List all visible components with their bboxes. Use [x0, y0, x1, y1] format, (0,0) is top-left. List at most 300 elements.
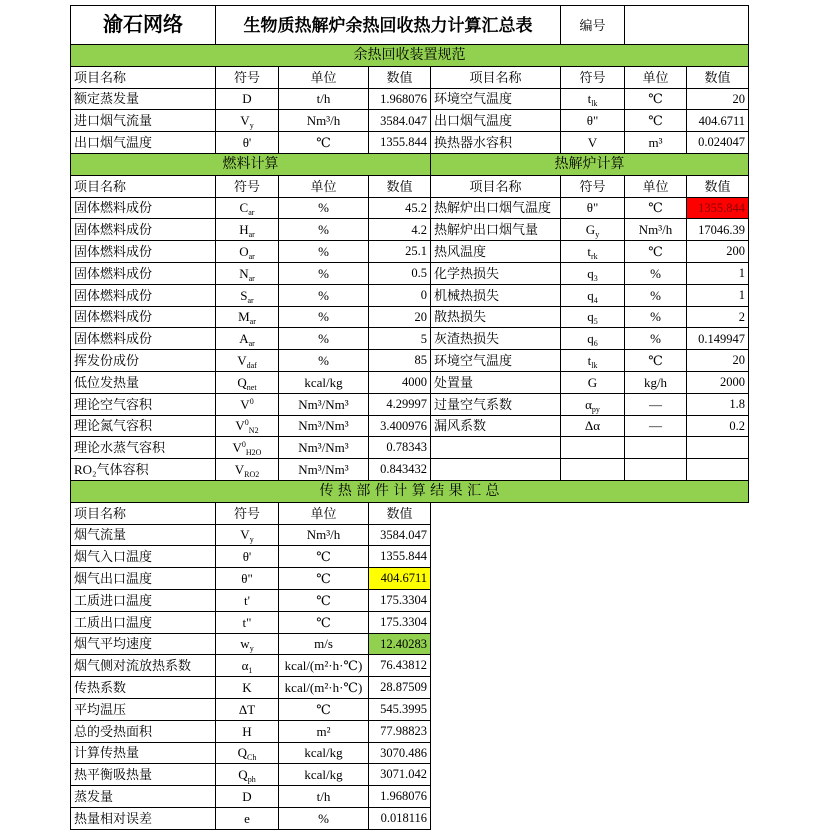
symbol-cell	[216, 525, 279, 547]
item-unit: ℃	[625, 198, 687, 220]
symbol-subscript: rk	[590, 252, 598, 262]
symbol	[587, 287, 598, 305]
col-header-name: 项目名称	[431, 176, 561, 198]
symbol-subscript: RO2	[244, 470, 260, 480]
symbol-cell	[216, 786, 279, 808]
symbol-base: V	[237, 353, 247, 369]
item-unit: ℃	[279, 612, 369, 634]
item-value: 404.6711	[687, 110, 749, 132]
item-value: 0	[369, 285, 431, 307]
symbol-cell	[561, 241, 625, 263]
item-value: 2	[687, 307, 749, 329]
symbol	[588, 136, 597, 149]
symbol-superscript: 0	[241, 440, 246, 450]
symbol	[240, 398, 253, 411]
item-name: 机械热损失	[431, 285, 561, 307]
symbol-base: α	[241, 658, 249, 674]
symbol-subscript: ar	[249, 317, 256, 327]
symbol	[239, 244, 255, 262]
symbol-superscript: 0	[249, 396, 254, 406]
item-name: 处置量	[431, 372, 561, 394]
item-value: 3584.047	[369, 525, 431, 547]
symbol	[587, 244, 598, 262]
item-unit: ℃	[625, 89, 687, 111]
symbol	[243, 616, 252, 629]
item-name: 工质出口温度	[71, 612, 216, 634]
symbol-cell	[561, 132, 625, 154]
blank-area	[431, 503, 749, 525]
symbol-base: t	[587, 91, 592, 107]
symbol-base: C	[239, 200, 249, 216]
item-value: 1	[687, 285, 749, 307]
symbol-base: V	[234, 462, 245, 478]
symbol-cell	[216, 110, 279, 132]
brand-name: 渝石网络	[71, 6, 216, 45]
symbol-subscript: y	[249, 121, 254, 131]
item-unit: ℃	[279, 132, 369, 154]
symbol-base: θ'	[242, 135, 252, 151]
item-value: 20	[687, 350, 749, 372]
item-unit: %	[279, 328, 369, 350]
item-name: 环境空气温度	[431, 89, 561, 111]
symbol	[244, 594, 250, 607]
symbol-cell	[561, 285, 625, 307]
item-name: 低位发热量	[71, 372, 216, 394]
symbol-subscript: 4	[593, 295, 598, 305]
item-name: 换热器水容积	[431, 132, 561, 154]
item-unit: Nm³/h	[625, 219, 687, 241]
item-name: 环境空气温度	[431, 350, 561, 372]
item-unit: ℃	[279, 568, 369, 590]
item-name: 理论水蒸气容积	[71, 437, 216, 459]
symbol-base: V	[235, 418, 245, 434]
blank-area	[431, 786, 749, 808]
item-unit: m²	[279, 721, 369, 743]
symbol-base: D	[242, 788, 252, 804]
item-name: 固体燃料成份	[71, 219, 216, 241]
section-header-device-specs: 余热回收装置规范	[71, 45, 749, 67]
symbol-base: H	[239, 222, 249, 238]
item-unit: %	[279, 241, 369, 263]
symbol-cell	[216, 372, 279, 394]
symbol-subscript: ar	[248, 252, 255, 262]
symbol-base: A	[239, 331, 249, 347]
number-value-cell	[625, 6, 749, 45]
symbol-subscript: ar	[248, 339, 255, 349]
item-name: 散热损失	[431, 307, 561, 329]
symbol	[239, 222, 255, 240]
item-unit: kcal/kg	[279, 372, 369, 394]
symbol-cell	[561, 416, 625, 438]
symbol-cell	[216, 764, 279, 786]
col-header-name: 项目名称	[71, 176, 216, 198]
col-header-value: 数值	[369, 67, 431, 89]
col-header-unit: 单位	[625, 67, 687, 89]
symbol-base: θ"	[586, 200, 599, 216]
symbol-cell	[216, 721, 279, 743]
symbol	[238, 309, 256, 327]
col-header-value: 数值	[369, 176, 431, 198]
symbol	[242, 725, 251, 738]
col-header-symbol: 符号	[216, 67, 279, 89]
symbol-base: q	[587, 331, 594, 347]
blank-area	[431, 546, 749, 568]
item-name: 固体燃料成份	[71, 241, 216, 263]
item-name: 热解炉出口烟气温度	[431, 198, 561, 220]
symbol-base: t"	[242, 614, 252, 630]
symbol	[242, 681, 251, 694]
symbol-base: D	[242, 91, 252, 107]
item-value: 3.400976	[369, 416, 431, 438]
symbol	[587, 201, 599, 214]
symbol	[240, 113, 254, 131]
section-header-fuel-calc: 燃料计算	[71, 154, 431, 176]
item-unit: %	[625, 307, 687, 329]
symbol-cell	[216, 743, 279, 765]
item-value: 545.3995	[369, 699, 431, 721]
blank-area	[431, 612, 749, 634]
item-unit: %	[625, 285, 687, 307]
item-value: 1.8	[687, 394, 749, 416]
symbol-base: V	[240, 527, 250, 543]
empty-cell	[431, 437, 561, 459]
symbol-cell	[216, 241, 279, 263]
item-value: 20	[687, 89, 749, 111]
symbol-base: q	[587, 309, 594, 325]
symbol-cell	[216, 677, 279, 699]
symbol-cell	[216, 699, 279, 721]
item-name: 传热系数	[71, 677, 216, 699]
item-unit: kg/h	[625, 372, 687, 394]
summary-sheet	[70, 5, 749, 830]
symbol-superscript: 0	[244, 418, 249, 428]
symbol-cell	[561, 307, 625, 329]
item-value: 28.87509	[369, 677, 431, 699]
item-name: 烟气平均速度	[71, 634, 216, 656]
item-unit: t/h	[279, 786, 369, 808]
item-name: 进口烟气流量	[71, 110, 216, 132]
item-name: 过量空气系数	[431, 394, 561, 416]
symbol	[235, 418, 259, 436]
symbol-cell	[216, 546, 279, 568]
item-value: 5	[369, 328, 431, 350]
item-value: 200	[687, 241, 749, 263]
symbol-cell	[561, 372, 625, 394]
symbol-subscript: y	[249, 644, 254, 654]
symbol-cell	[216, 198, 279, 220]
item-name: 烟气侧对流放热系数	[71, 655, 216, 677]
item-unit: %	[625, 328, 687, 350]
item-name: 烟气出口温度	[71, 568, 216, 590]
item-name: 出口烟气温度	[431, 110, 561, 132]
item-name: 热平衡吸热量	[71, 764, 216, 786]
item-name: 热量相对误差	[71, 808, 216, 830]
col-header-value: 数值	[687, 67, 749, 89]
symbol-cell	[216, 132, 279, 154]
symbol-base: M	[238, 309, 250, 325]
col-header-symbol: 符号	[561, 176, 625, 198]
item-value: 85	[369, 350, 431, 372]
item-value: 0.018116	[369, 808, 431, 830]
item-name: 出口烟气温度	[71, 132, 216, 154]
item-unit: Nm³/Nm³	[279, 459, 369, 481]
col-header-unit: 单位	[625, 176, 687, 198]
item-unit: ℃	[625, 241, 687, 263]
item-name: 固体燃料成份	[71, 285, 216, 307]
col-header-symbol: 符号	[216, 176, 279, 198]
symbol-cell	[216, 634, 279, 656]
symbol-cell	[561, 198, 625, 220]
item-unit: %	[279, 350, 369, 372]
symbol	[243, 136, 252, 149]
col-header-name: 项目名称	[71, 67, 216, 89]
symbol	[587, 114, 599, 127]
symbol-base: θ"	[586, 113, 599, 129]
item-name: 固体燃料成份	[71, 263, 216, 285]
item-name: 固体燃料成份	[71, 328, 216, 350]
item-value: 1355.844	[687, 198, 749, 220]
blank-area	[431, 808, 749, 830]
col-header-symbol: 符号	[216, 503, 279, 525]
symbol-subscript: 3	[593, 273, 598, 283]
item-value: 17046.39	[687, 219, 749, 241]
col-header-value: 数值	[369, 503, 431, 525]
blank-area	[431, 743, 749, 765]
col-header-name: 项目名称	[431, 67, 561, 89]
item-value: 76.43812	[369, 655, 431, 677]
symbol-base: V	[232, 440, 242, 456]
item-unit: %	[279, 219, 369, 241]
empty-cell	[561, 459, 625, 481]
symbol-base: Q	[237, 745, 248, 761]
item-unit: %	[625, 263, 687, 285]
item-unit: —	[625, 416, 687, 438]
symbol-subscript: net	[246, 382, 257, 392]
symbol	[239, 703, 255, 716]
item-value: 2000	[687, 372, 749, 394]
item-value: 0.5	[369, 263, 431, 285]
symbol-base: O	[239, 244, 249, 260]
symbol-cell	[216, 328, 279, 350]
symbol-base: H	[242, 723, 252, 739]
symbol	[237, 745, 257, 763]
symbol-subscript: ar	[248, 208, 255, 218]
symbol-subscript: 5	[593, 317, 598, 327]
symbol-base: G	[585, 222, 596, 238]
symbol	[237, 353, 257, 371]
item-unit: kcal/(m²·h·℃)	[279, 655, 369, 677]
blank-area	[431, 677, 749, 699]
symbol-cell	[561, 110, 625, 132]
symbol-subscript: ar	[248, 273, 255, 283]
symbol	[244, 812, 250, 825]
item-unit: ℃	[279, 590, 369, 612]
blank-area	[431, 525, 749, 547]
item-unit: %	[279, 307, 369, 329]
item-name: 化学热损失	[431, 263, 561, 285]
symbol	[239, 265, 255, 283]
item-name: 灰渣热损失	[431, 328, 561, 350]
item-name: 计算传热量	[71, 743, 216, 765]
symbol-subscript: ph	[247, 775, 256, 785]
symbol	[587, 91, 598, 109]
item-value: 4.2	[369, 219, 431, 241]
item-name: RO₂气体容积	[71, 459, 216, 481]
item-name: 平均温压	[71, 699, 216, 721]
symbol-subscript: lk	[591, 99, 598, 109]
item-name: 蒸发量	[71, 786, 216, 808]
item-unit: kcal/kg	[279, 743, 369, 765]
section-header-heat-transfer-results: 传 热 部 件 计 算 结 果 汇 总	[71, 481, 749, 503]
symbol	[240, 527, 254, 545]
symbol	[585, 419, 600, 432]
symbol-base: θ'	[242, 549, 252, 565]
item-unit: %	[279, 263, 369, 285]
symbol-cell	[216, 459, 279, 481]
symbol	[587, 265, 598, 283]
empty-cell	[625, 437, 687, 459]
item-value: 12.40283	[369, 634, 431, 656]
symbol-cell	[216, 285, 279, 307]
symbol	[585, 222, 600, 240]
symbol-base: S	[240, 287, 248, 303]
symbol-subscript: ar	[248, 230, 255, 240]
item-unit: %	[279, 808, 369, 830]
col-header-symbol: 符号	[561, 67, 625, 89]
col-header-unit: 单位	[279, 67, 369, 89]
symbol	[242, 92, 251, 105]
item-unit: ℃	[625, 110, 687, 132]
symbol-base: t	[587, 353, 592, 369]
empty-cell	[687, 459, 749, 481]
symbol-cell	[216, 89, 279, 111]
sheet-title: 生物质热解炉余热回收热力计算汇总表	[216, 6, 561, 45]
symbol-cell	[561, 328, 625, 350]
symbol-subscript: 1	[248, 666, 253, 676]
item-unit: %	[279, 285, 369, 307]
blank-area	[431, 764, 749, 786]
symbol-cell	[216, 219, 279, 241]
col-header-unit: 单位	[279, 176, 369, 198]
symbol	[242, 790, 251, 803]
item-name: 固体燃料成份	[71, 198, 216, 220]
symbol	[588, 376, 597, 389]
symbol-base: N	[239, 265, 249, 281]
item-unit: m³	[625, 132, 687, 154]
symbol-cell	[216, 437, 279, 459]
col-header-value: 数值	[687, 176, 749, 198]
item-value: 1	[687, 263, 749, 285]
symbol-base: w	[240, 636, 250, 652]
symbol-base: V	[587, 135, 598, 151]
symbol-base: Q	[237, 374, 247, 390]
item-value: 25.1	[369, 241, 431, 263]
symbol-base: e	[244, 810, 250, 826]
item-unit: kcal/(m²·h·℃)	[279, 677, 369, 699]
symbol-cell	[216, 590, 279, 612]
symbol	[585, 396, 600, 414]
item-value: 1.968076	[369, 786, 431, 808]
item-value: 0.2	[687, 416, 749, 438]
item-value: 45.2	[369, 198, 431, 220]
symbol-base: q	[587, 287, 594, 303]
item-name: 工质进口温度	[71, 590, 216, 612]
item-name: 烟气流量	[71, 525, 216, 547]
blank-area	[431, 634, 749, 656]
item-unit: Nm³/h	[279, 110, 369, 132]
item-value: 175.3304	[369, 590, 431, 612]
symbol-base: Q	[238, 767, 248, 783]
item-value: 0.843432	[369, 459, 431, 481]
symbol-cell	[216, 416, 279, 438]
symbol-cell	[561, 350, 625, 372]
blank-area	[431, 568, 749, 590]
item-unit: Nm³/Nm³	[279, 416, 369, 438]
blank-area	[431, 699, 749, 721]
symbol-cell	[561, 89, 625, 111]
item-unit: ℃	[279, 546, 369, 568]
symbol-base: V	[240, 113, 250, 129]
symbol	[241, 572, 253, 585]
symbol-subscript: 6	[593, 339, 598, 349]
item-unit: kcal/kg	[279, 764, 369, 786]
item-name: 漏风系数	[431, 416, 561, 438]
item-unit: t/h	[279, 89, 369, 111]
item-name: 理论氮气容积	[71, 416, 216, 438]
item-unit: Nm³/Nm³	[279, 437, 369, 459]
symbol	[237, 374, 257, 392]
symbol	[232, 440, 262, 458]
blank-area	[431, 590, 749, 612]
symbol-cell	[561, 263, 625, 285]
item-value: 0.024047	[687, 132, 749, 154]
symbol	[240, 636, 254, 654]
item-unit: ℃	[279, 699, 369, 721]
symbol	[239, 200, 255, 218]
symbol-cell	[216, 394, 279, 416]
symbol	[240, 287, 254, 305]
item-value: 0.149947	[687, 328, 749, 350]
item-name: 热风温度	[431, 241, 561, 263]
item-name: 额定蒸发量	[71, 89, 216, 111]
item-unit: Nm³/h	[279, 525, 369, 547]
item-value: 4.29997	[369, 394, 431, 416]
symbol-cell	[216, 808, 279, 830]
empty-cell	[625, 459, 687, 481]
symbol-cell	[216, 655, 279, 677]
symbol-base: t'	[244, 592, 250, 608]
symbol-base: θ"	[241, 571, 253, 587]
symbol-subscript: H2O	[245, 448, 262, 458]
item-value: 0.78343	[369, 437, 431, 459]
symbol-base: G	[587, 374, 598, 390]
item-name: 热解炉出口烟气量	[431, 219, 561, 241]
item-value: 3070.486	[369, 743, 431, 765]
symbol-base: V	[240, 396, 250, 412]
symbol-subscript: y	[249, 535, 254, 545]
symbol	[238, 767, 256, 785]
empty-cell	[687, 437, 749, 459]
number-label: 编号	[561, 6, 625, 45]
item-value: 3071.042	[369, 764, 431, 786]
symbol-subscript: y	[595, 230, 600, 240]
item-value: 1355.844	[369, 132, 431, 154]
symbol-base: q	[587, 265, 594, 281]
col-header-name: 项目名称	[71, 503, 216, 525]
item-value: 4000	[369, 372, 431, 394]
symbol-cell	[216, 568, 279, 590]
symbol-subscript: lk	[591, 361, 598, 371]
